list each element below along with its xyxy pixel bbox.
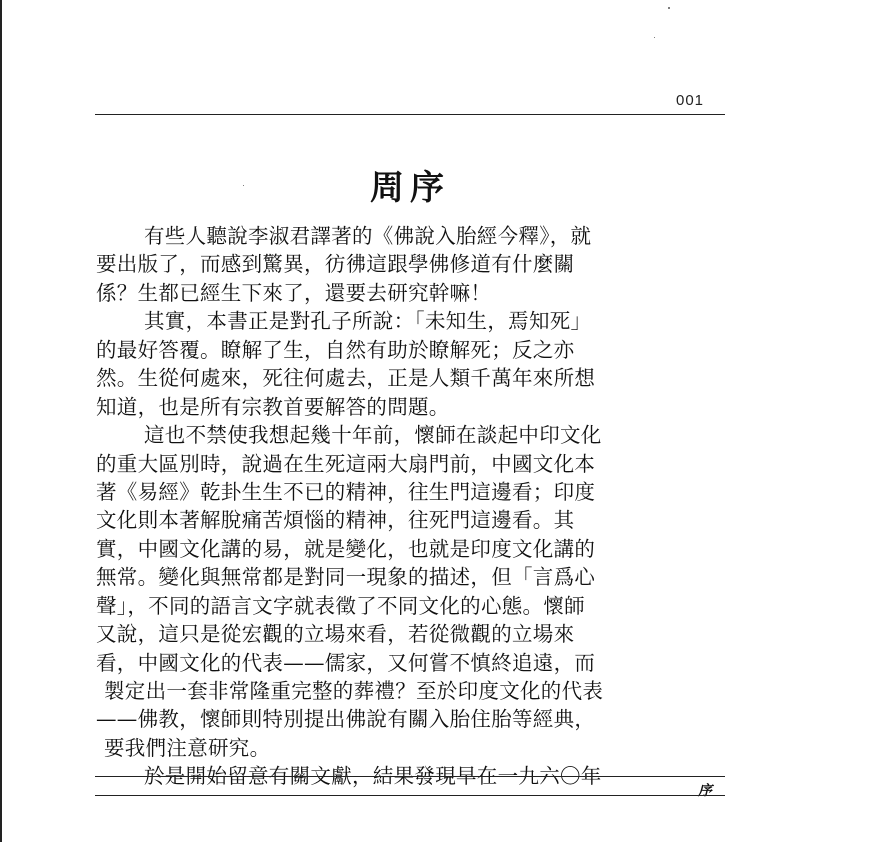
text-line: 這也不禁使我想起幾十年前，懷師在談起中印文化	[144, 423, 602, 448]
text-line: ——佛教，懷師則特別提出佛說有關入胎住胎等經典，	[96, 707, 596, 732]
text-line: 文化則本著解脫痛苦煩惱的精神，往死門這邊看。其	[96, 508, 575, 533]
text-line: 的重大區別時，說過在生死這兩大扇門前，中國文化本	[96, 451, 596, 476]
text-line: 實，中國文化講的易，就是變化，也就是印度文化講的	[96, 536, 596, 561]
footer-section-label: 序	[698, 783, 712, 799]
scan-speck	[668, 7, 670, 9]
text-line: 看，中國文化的代表——儒家，又何嘗不慎終追遠，而	[96, 650, 596, 675]
text-line: 有些人聽說李淑君譯著的《佛說入胎經今釋》，就	[144, 224, 592, 248]
text-line: 然。生從何處來，死往何處去，正是人類千萬年來所想	[96, 366, 596, 391]
text-line: 聲」，不同的語言文字就表徵了不同文化的心態。懷師	[96, 593, 585, 618]
page-number: 001	[676, 92, 705, 109]
chapter-title: 周序	[370, 168, 450, 208]
header-rule	[95, 114, 725, 115]
footer-rule-upper	[95, 776, 725, 777]
text-line: 其實，本書正是對孔子所說：「未知生，焉知死」	[144, 309, 592, 334]
text-line: 著《易經》乾卦生生不已的精神，往生門這邊看；印度	[96, 479, 596, 504]
text-line: 又說，這只是從宏觀的立場來看，若從微觀的立場來	[96, 622, 575, 647]
footer-rule-lower	[95, 795, 725, 796]
text-line: 於是開始留意有關文獻，結果發現早在一九六〇年	[144, 764, 602, 789]
scan-speck	[654, 37, 655, 38]
page-left-edge	[0, 0, 2, 842]
text-line: 的最好答覆。瞭解了生，自然有助於瞭解死；反之亦	[96, 337, 575, 362]
text-line: 無常。變化與無常都是對同一現象的描述，但「言爲心	[96, 565, 596, 590]
body-text	[96, 222, 726, 791]
text-line: 知道，也是所有宗教首要解答的問題。	[96, 394, 450, 419]
text-line: 要出版了，而感到驚異，彷彿這跟學佛修道有什麼關	[96, 252, 575, 277]
text-line: 係？生都已經生下來了，還要去研究幹嘛！	[96, 280, 492, 305]
text-line: 製定出一套非常隆重完整的葬禮？至於印度文化的代表	[104, 679, 604, 703]
text-line: 要我們注意研究。	[104, 735, 271, 760]
